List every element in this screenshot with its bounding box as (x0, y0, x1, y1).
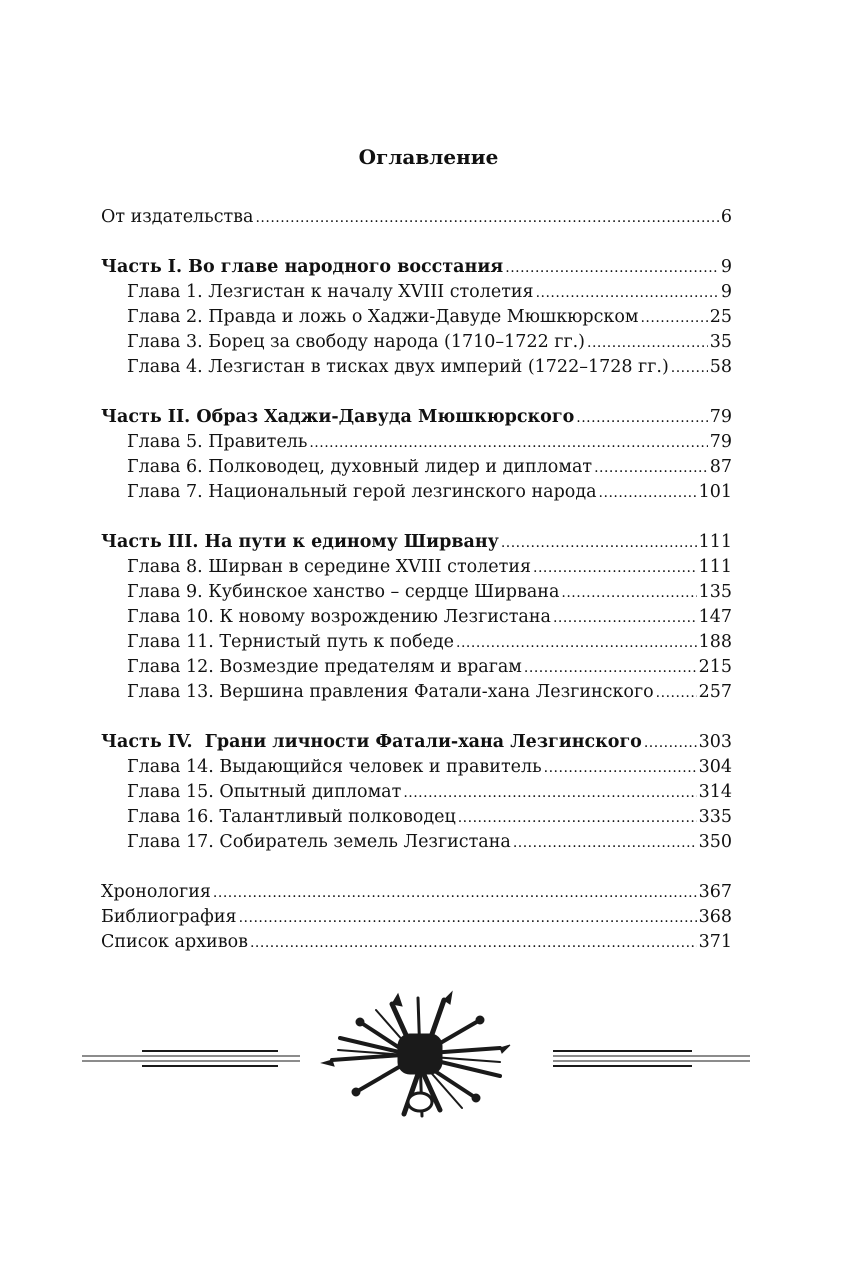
toc-part-2[interactable] (101, 405, 732, 430)
toc-page-number: 135 (698, 582, 732, 602)
toc-chapter-13[interactable] (101, 680, 732, 705)
toc-page-number: 35 (709, 332, 732, 352)
toc-label: Глава 2. Правда и ложь о Хаджи-Давуде Мюшкюрском (127, 307, 639, 327)
toc-chapter-2[interactable] (101, 305, 732, 330)
toc-label: Часть III. На пути к единому Ширвану (101, 532, 499, 552)
dot-leader (456, 630, 697, 656)
toc-label: Глава 8. Ширван в середине XVIII столетия (127, 557, 532, 577)
toc-chapter-9[interactable] (101, 580, 732, 605)
toc-page-number: 9 (720, 257, 732, 277)
toc-label: Глава 6. Полководец, духовный лидер и дипломат (127, 457, 593, 477)
toc-chapter-8[interactable] (101, 555, 732, 580)
dot-leader (656, 680, 697, 706)
dot-leader (599, 480, 697, 506)
dot-leader (505, 255, 719, 281)
toc-page-number: 304 (698, 757, 732, 777)
toc-entry-bibliography[interactable] (101, 905, 732, 930)
toc-page-number: 371 (698, 932, 732, 952)
toc-label: Глава 5. Правитель (127, 432, 308, 452)
toc-page-number: 9 (720, 282, 732, 302)
toc-label: От издательства (101, 207, 254, 227)
toc-label: Глава 13. Вершина правления Фатали-хана Лезгинского (127, 682, 654, 702)
page-title: Оглавление (358, 145, 499, 169)
dot-leader (501, 530, 697, 556)
dot-leader (533, 555, 697, 581)
crossed-weapons-icon (322, 992, 510, 1116)
toc-page-number: 58 (709, 357, 732, 377)
toc-label: Глава 12. Возмездие предателям и врагам (127, 657, 522, 677)
toc-chapter-16[interactable] (101, 805, 732, 830)
toc-chapter-5[interactable] (101, 430, 732, 455)
toc-chapter-11[interactable] (101, 630, 732, 655)
toc-label: Глава 4. Лезгистан в тисках двух империй (1722–1728 гг.) (127, 357, 669, 377)
dot-leader (536, 280, 719, 306)
dot-leader (255, 205, 718, 231)
toc-label: Часть IV. Грани личности Фатали-хана Лезгинского (101, 732, 642, 752)
toc-chapter-15[interactable] (101, 780, 732, 805)
toc-entry-preface[interactable] (101, 205, 732, 230)
dot-leader (587, 330, 708, 356)
dot-leader (458, 805, 697, 831)
dot-leader (644, 730, 697, 756)
dot-leader (309, 430, 707, 456)
toc-page-number: 188 (698, 632, 732, 652)
dot-leader (561, 580, 696, 606)
toc-page-number: 87 (709, 457, 732, 477)
toc-label: Хронология (101, 882, 211, 902)
dot-leader (544, 755, 697, 781)
toc-page-number: 79 (709, 432, 732, 452)
dot-leader (640, 305, 707, 331)
toc-chapter-4[interactable] (101, 355, 732, 380)
right-rule-lines (553, 1051, 750, 1066)
toc-chapter-17[interactable] (101, 830, 732, 855)
toc-part-3[interactable] (101, 530, 732, 555)
toc-label: Библиография (101, 907, 237, 927)
toc-label: Глава 16. Талантливый полководец (127, 807, 456, 827)
toc-entry-archives[interactable] (101, 930, 732, 955)
toc-chapter-6[interactable] (101, 455, 732, 480)
toc-chapter-12[interactable] (101, 655, 732, 680)
toc-page-number: 6 (720, 207, 732, 227)
toc-label: Глава 1. Лезгистан к началу XVIII столетия (127, 282, 534, 302)
toc-label: Глава 10. К новому возрождению Лезгистана (127, 607, 551, 627)
toc-page-number: 25 (709, 307, 732, 327)
toc-label: Часть I. Во главе народного восстания (101, 257, 504, 277)
toc-page-number: 314 (698, 782, 732, 802)
toc-label: Глава 9. Кубинское ханство – сердце Ширвана (127, 582, 560, 602)
dot-leader (213, 880, 697, 906)
dot-leader (403, 780, 696, 806)
left-rule-lines (82, 1051, 300, 1066)
ornament-divider (0, 990, 857, 1120)
toc-page-number: 367 (698, 882, 732, 902)
toc-label: Глава 17. Собиратель земель Лезгистана (127, 832, 511, 852)
toc-chapter-10[interactable] (101, 605, 732, 630)
dot-leader (250, 930, 697, 956)
dot-leader (553, 605, 697, 631)
dot-leader (524, 655, 697, 681)
toc-page-number: 79 (709, 407, 732, 427)
dot-leader (594, 455, 708, 481)
toc-chapter-1[interactable] (101, 280, 732, 305)
toc-label: Глава 11. Тернистый путь к победе (127, 632, 455, 652)
toc-part-1[interactable] (101, 255, 732, 280)
toc-label: Глава 14. Выдающийся человек и правитель (127, 757, 542, 777)
toc-page-number: 147 (698, 607, 732, 627)
toc-part-4[interactable] (101, 730, 732, 755)
toc-page-number: 111 (698, 557, 732, 577)
dot-leader (513, 830, 697, 856)
dot-leader (576, 405, 707, 431)
toc-page-number: 303 (698, 732, 732, 752)
toc-label: Глава 7. Национальный герой лезгинского народа (127, 482, 597, 502)
toc-label: Глава 3. Борец за свободу народа (1710–1722 гг.) (127, 332, 585, 352)
dot-leader (239, 905, 697, 931)
toc-chapter-14[interactable] (101, 755, 732, 780)
toc-label: Список архивов (101, 932, 248, 952)
dot-leader (671, 355, 708, 381)
toc-page-number: 335 (698, 807, 732, 827)
toc-chapter-7[interactable] (101, 480, 732, 505)
toc-page-number: 111 (698, 532, 732, 552)
toc-page-number: 101 (698, 482, 732, 502)
toc-page-number: 368 (698, 907, 732, 927)
toc-label: Глава 15. Опытный дипломат (127, 782, 402, 802)
toc-chapter-3[interactable] (101, 330, 732, 355)
toc-entry-chronology[interactable] (101, 880, 732, 905)
toc-page-number: 350 (698, 832, 732, 852)
table-of-contents (101, 205, 732, 955)
toc-label: Часть II. Образ Хаджи-Давуда Мюшкюрского (101, 407, 575, 427)
toc-page-number: 215 (698, 657, 732, 677)
toc-page-number: 257 (698, 682, 732, 702)
